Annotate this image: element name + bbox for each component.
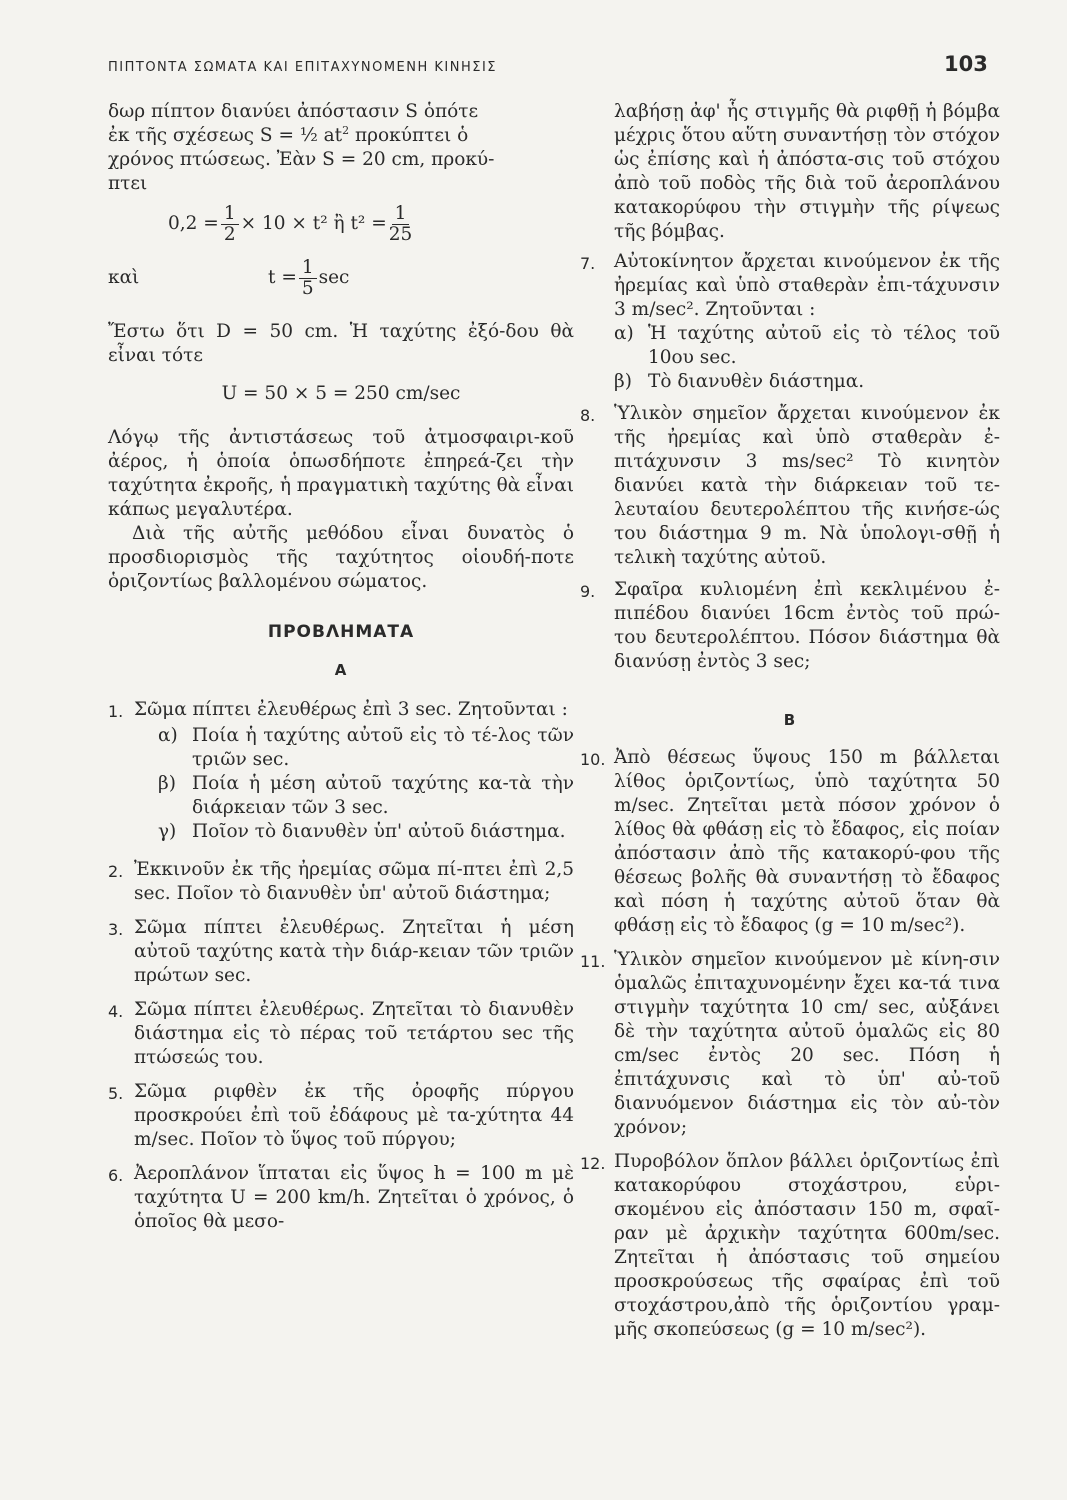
problem-7a — [614, 322, 1000, 370]
problem-number: 10. — [580, 750, 606, 769]
problem-number: 1. — [108, 702, 124, 721]
problem-7b — [614, 370, 1000, 394]
problem-text: Πυροβόλον ὅπλον βάλλει ὁριζοντίως ἐπὶ κατακορύφου στοχάστρου, εὑρι-σκομένου εἰς ἀπόστασιν 150 m, σφαῖ-ραν μὲ ἀρχικὴν ταχύτητα 600m/sec. Ζητεῖται ἡ ἀπόστασις τοῦ σημείου προσκρούσεως τῆς σφαίρας ἐπὶ τοῦ στοχάστρου,ἀπὸ τῆς ὁριζοντίου γραμ-μῆς σκοπεύσεως (g = 10 m/sec²). — [614, 1151, 1000, 1340]
paragraph: Ἔστω ὅτι D = 50 cm. Ἡ ταχύτης ἐξό-δου θὰ εἶναι τότε — [108, 321, 574, 366]
problem-number: 5. — [108, 1084, 124, 1103]
left-column — [108, 100, 574, 1234]
section-b-heading: Β — [783, 711, 797, 729]
eq1-mid: × 10 × t² ἢ t² = — [240, 213, 387, 234]
problem-1a — [158, 724, 574, 772]
problem-5 — [108, 1080, 574, 1152]
running-header: ΠΙΠΤΟΝΤΑ ΣΩΜΑΤΑ ΚΑΙ ΕΠΙΤΑΧΥΝΟΜΕΝΗ ΚΙΝΗΣΙΣ — [108, 60, 498, 75]
problem-text: Ὑλικὸν σημεῖον ἄρχεται κινούμενον ἐκ τῆς ἠρεμίας καὶ ὑπὸ σταθερὰν ἐ-πιτάχυνσιν 3 ms/sec² Τὸ κινητὸν διανύει κατὰ τὴν διάρκειαν τοῦ τε-λευταίου δευτερολέπτου τῆς κινήσε-ώς του διάστημα 9 m. Νὰ ὑπολογι-σθῇ ἡ τελικὴ ταχύτης αὐτοῦ. — [614, 403, 1000, 568]
problem-text: Αὐτοκίνητον ἄρχεται κινούμενον ἐκ τῆς ἠρεμίας καὶ ὑπὸ σταθερὰν ἐπι-τάχυνσιν 3 m/sec². Ζητοῦνται : — [614, 251, 1000, 320]
problem-text: Ὑλικὸν σημεῖον κινούμενον μὲ κίνη-σιν ὁμαλῶς ἐπιταχυνομένην ἔχει κα-τά τινα στιγμὴν ταχύτητα 10 cm/ sec, αὐξάνει δὲ τὴν ταχύτητα αὐτοῦ ὁμαλῶς εἰς 80 cm/sec ἐντὸς 20 sec. Πόση ἡ ἐπιτάχυνσις καὶ τὸ ὑπ' αὐ-τοῦ διανυόμενον διάστημα εἰς τὸν αὐ-τὸν χρόνον; — [614, 949, 1000, 1138]
frac-den: 5 — [301, 277, 314, 299]
sub-label: γ) — [158, 821, 177, 842]
problem-number: 12. — [580, 1154, 606, 1173]
sub-label: α) — [614, 323, 634, 344]
intro-line: πτει — [108, 173, 148, 194]
frac-num: 1 — [392, 204, 410, 225]
fraction-half — [221, 204, 239, 245]
problem-7 — [580, 250, 1000, 322]
section-a-heading: Α — [334, 661, 348, 679]
problem-4 — [108, 998, 574, 1070]
problem-text: Σῶμα πίπτει ἐλευθέρως ἐπὶ 3 sec. Ζητοῦνται : — [134, 699, 568, 720]
problem-number: 9. — [580, 582, 596, 601]
problem-number: 8. — [580, 406, 596, 425]
problem-6 — [108, 1162, 574, 1234]
problem-number: 11. — [580, 952, 606, 971]
eq2-lhs: t = — [268, 267, 297, 288]
frac-num: 1 — [221, 204, 239, 225]
problem-number: 7. — [580, 254, 596, 273]
equation-2 — [108, 250, 574, 306]
problem-1 — [108, 698, 574, 724]
problem-9 — [580, 578, 1000, 674]
problem-text: Σῶμα πίπτει ἐλευθέρως. Ζητεῖται ἡ μέση αὐτοῦ ταχύτης κατὰ τὴν διάρ-κειαν τῶν τριῶν πρώτων sec. — [134, 917, 574, 986]
sub-text: Ποία ἡ μέση αὐτοῦ ταχύτης κα-τὰ τὴν διάρκειαν τῶν 3 sec. — [192, 773, 574, 818]
page-number: 103 — [944, 52, 988, 76]
sub-label: α) — [158, 725, 178, 746]
sub-text: Ποῖον τὸ διανυθὲν ὑπ' αὐτοῦ διάστημα. — [192, 821, 566, 842]
fraction-fifth — [299, 258, 317, 299]
fraction-25 — [389, 204, 413, 245]
problem-8 — [580, 402, 1000, 570]
frac-den: 2 — [223, 223, 236, 245]
equation-3: U = 50 × 5 = 250 cm/sec — [221, 383, 461, 404]
problems-heading: ΠΡΟΒΛΗΜΑΤΑ — [267, 622, 415, 642]
problem-3 — [108, 916, 574, 988]
eq2-kai: καὶ — [108, 267, 140, 288]
intro-text-cont: προκύπτει ὁ — [349, 125, 469, 146]
intro-line: δωρ πίπτον διανύει ἀπόστασιν S ὁπότε — [108, 101, 479, 122]
problem-text: Σφαῖρα κυλιομένη ἐπὶ κεκλιμένου ἐ-πιπέδου διανύει 16cm ἐντὸς τοῦ πρώ-του δευτερολέπτου. Πόσον διάστημα θὰ διανύσῃ ἐντὸς 3 sec; — [614, 579, 1000, 672]
problem-6-continuation: λαβήσῃ ἀφ' ἧς στιγμῆς θὰ ριφθῇ ἡ βόμβα μέχρις ὅτου αὕτη συναντήσῃ τὸν στόχον ὡς ἐπίσης καὶ ἡ ἀπόστα-σις τοῦ στόχου ἀπὸ τοῦ ποδὸς τῆς διὰ τοῦ ἀεροπλάνου κατακορύφου τὴν στιγμὴν τῆς ρίψεως τῆς βόμβας. — [614, 101, 1000, 242]
frac-num: 1 — [299, 258, 317, 279]
problem-number: 4. — [108, 1002, 124, 1021]
problem-text: Ἀεροπλάνον ἵπταται εἰς ὕψος h = 100 m μὲ ταχύτητα U = 200 km/h. Ζητεῖται ὁ χρόνος, ὁ ὁποῖος θὰ μεσο- — [134, 1163, 574, 1232]
eq2-unit: sec — [318, 267, 350, 288]
sub-text: Ἡ ταχύτης αὐτοῦ εἰς τὸ τέλος τοῦ 10ου sec. — [648, 323, 1000, 368]
intro-line: χρόνος πτώσεως. Ἐὰν S = 20 cm, προκύ- — [108, 149, 495, 170]
problem-text: Ἐκκινοῦν ἐκ τῆς ἠρεμίας σῶμα πί-πτει ἐπὶ 2,5 sec. Ποῖον τὸ διανυθὲν ὑπ' αὐτοῦ διάστημα; — [134, 859, 574, 904]
eq1-lhs: 0,2 = — [168, 213, 219, 234]
right-column — [580, 100, 1000, 1342]
paragraph: Διὰ τῆς αὐτῆς μεθόδου εἶναι δυνατὸς ὁ προσδιορισμὸς τῆς ταχύτητος οἱουδή-ποτε ὁριζοντίως βαλλομένου σώματος. — [108, 523, 574, 592]
problem-12 — [580, 1150, 1000, 1342]
problem-text: Σῶμα πίπτει ἐλευθέρως. Ζητεῖται τὸ διανυθὲν διάστημα εἰς τὸ πέρας τοῦ τετάρτου sec τῆς πτώσεώς του. — [134, 999, 574, 1068]
problem-text: Σῶμα ριφθὲν ἐκ τῆς ὀροφῆς πύργου προσκρούει ἐπὶ τοῦ ἐδάφους μὲ τα-χύτητα 44 m/sec. Ποῖον τὸ ὕψος τοῦ πύργου; — [134, 1081, 574, 1150]
problem-number: 2. — [108, 862, 124, 881]
sub-text: Ποία ἡ ταχύτης αὐτοῦ εἰς τὸ τέ-λος τῶν τριῶν sec. — [192, 725, 574, 770]
sub-text: Τὸ διανυθὲν διάστημα. — [648, 371, 865, 392]
paragraph: Λόγῳ τῆς ἀντιστάσεως τοῦ ἀτμοσφαιρι-κοῦ ἀέρος, ἡ ὁποία ὁπωσδήποτε ἐπηρεά-ζει τὴν ταχύτητα ἐκροῆς, ἡ πραγματικὴ ταχύτης θὰ εἶναι κάπως μεγαλυτέρα. — [108, 427, 574, 520]
problem-10 — [580, 746, 1000, 938]
problem-1b — [158, 772, 574, 820]
problem-11 — [580, 948, 1000, 1140]
sub-label: β) — [158, 773, 176, 794]
intro-line-equation: ἐκ τῆς σχέσεως S = ½ $at^2$ προκύπτει ὁ — [108, 123, 469, 146]
problem-2 — [108, 858, 574, 906]
frac-den: 25 — [388, 223, 413, 245]
problem-number: 3. — [108, 920, 124, 939]
problem-1c — [158, 820, 574, 844]
intro-text: ἐκ τῆς σχέσεως S = ½ at — [108, 125, 343, 146]
problem-text: Ἀπὸ θέσεως ὕψους 150 m βάλλεται λίθος ὁριζοντίως, ὑπὸ ταχύτητα 50 m/sec. Ζητεῖται μετὰ πόσον χρόνον ὁ λίθος θὰ φθάσῃ εἰς τὸ ἔδαφος, εἰς ποίαν ἀπόστασιν ἀπὸ τῆς κατακορύ-φου τῆς θέσεως βολῆς θὰ συναντήσῃ τὸ ἔδαφος καὶ πόση ἡ ταχύτης αὐτοῦ ὅταν θὰ φθάσῃ εἰς τὸ ἔδαφος (g = 10 m/sec²). — [614, 747, 1000, 936]
equation-1 — [168, 198, 574, 250]
sub-label: β) — [614, 371, 632, 392]
problem-number: 6. — [108, 1166, 124, 1185]
